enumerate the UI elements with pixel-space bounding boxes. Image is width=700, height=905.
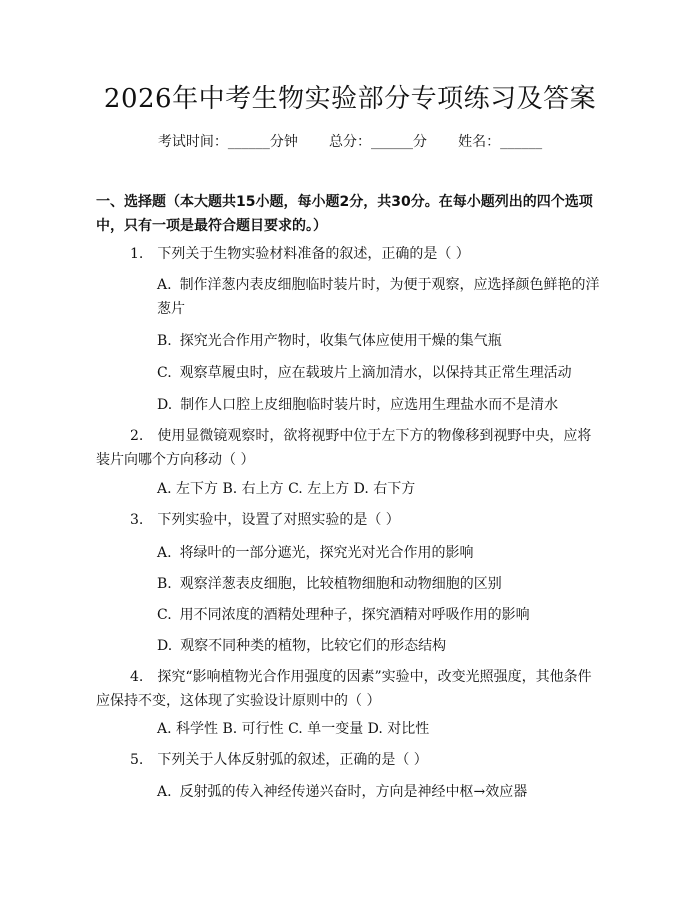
option-letter: A. xyxy=(157,545,172,561)
q2-options: A. 左下方 B. 右上方 C. 左上方 D. 右下方 xyxy=(157,481,416,497)
option-text: 探究光合作用产物时，收集气体应使用干燥的集气瓶 xyxy=(179,333,502,349)
q3-option-b xyxy=(157,572,605,596)
option-text: 用不同浓度的酒精处理种子，探究酒精对呼吸作用的影响 xyxy=(179,607,530,623)
question-2 xyxy=(96,424,604,472)
option-text: 制作人口腔上皮细胞临时装片时，应选用生理盐水而不是清水 xyxy=(180,397,559,413)
question-number: 4. xyxy=(130,669,144,685)
option-letter: C. xyxy=(157,365,172,381)
question-number: 1. xyxy=(130,246,144,262)
q3-option-c xyxy=(157,603,605,627)
option-text: 观察洋葱表皮细胞，比较植物细胞和动物细胞的区别 xyxy=(179,576,502,592)
option-text: 制作洋葱内表皮细胞临时装片时，为便于观察，应选择颜色鲜艳的洋葱片 xyxy=(157,277,600,317)
option-letter: A. xyxy=(157,277,172,293)
option-text: 将绿叶的一部分遮光，探究光对光合作用的影响 xyxy=(179,545,474,561)
q1-option-d xyxy=(157,393,605,417)
option-letter: D. xyxy=(157,638,173,654)
question-text: 使用显微镜观察时，欲将视野中位于左下方的物像移到视野中央，应将装片向哪个方向移动（ ） xyxy=(96,428,592,468)
score-blank: ______ xyxy=(371,134,413,150)
option-letter: B. xyxy=(157,333,172,349)
question-text: 下列关于人体反射弧的叙述，正确的是（ ） xyxy=(157,752,428,768)
time-label: 考试时间： xyxy=(157,134,228,150)
q1-option-c xyxy=(157,361,605,385)
question-text: 探究“影响植物光合作用强度的因素”实验中，改变光照强度，其他条件应保持不变，这体现了实验设计原则中的（ ） xyxy=(96,669,592,709)
time-unit: 分钟 xyxy=(269,134,298,150)
page-title: 2026年中考生物实验部分专项练习及答案 xyxy=(103,84,597,114)
question-number: 3. xyxy=(130,512,144,528)
name-label: 姓名： xyxy=(458,134,501,150)
score-label: 总分： xyxy=(329,134,371,150)
question-text: 下列实验中，设置了对照实验的是（ ） xyxy=(157,512,400,528)
option-letter: B. xyxy=(157,576,172,592)
exam-info-line xyxy=(0,132,700,152)
section-heading: 一、选择题（本大题共15小题，每小题2分，共30分。在每小题列出的四个选项中，只有一项是最符合题目要求的。） xyxy=(96,194,593,234)
q4-options: A. 科学性 B. 可行性 C. 单一变量 D. 对比性 xyxy=(157,721,430,737)
option-letter: C. xyxy=(157,607,172,623)
time-blank: ______ xyxy=(227,134,270,150)
q1-option-a xyxy=(157,273,605,321)
q3-option-d xyxy=(157,634,605,658)
question-3 xyxy=(96,508,604,532)
option-letter: A. xyxy=(157,784,172,800)
q1-option-b xyxy=(157,329,605,353)
name-blank: ______ xyxy=(500,134,543,150)
option-text: 观察草履虫时，应在载玻片上滴加清水，以保持其正常生理活动 xyxy=(179,365,572,381)
question-5 xyxy=(96,748,604,772)
question-number: 5. xyxy=(130,752,144,768)
score-unit: 分 xyxy=(413,134,427,150)
question-1 xyxy=(96,242,604,266)
question-number: 2. xyxy=(130,428,144,444)
option-letter: D. xyxy=(157,397,173,413)
q3-option-a xyxy=(157,541,605,565)
q5-option-a xyxy=(157,780,605,804)
option-text: 反射弧的传入神经传递兴奋时，方向是神经中枢→效应器 xyxy=(179,784,528,800)
question-text: 下列关于生物实验材料准备的叙述，正确的是（ ） xyxy=(157,246,470,262)
option-text: 观察不同种类的植物，比较它们的形态结构 xyxy=(180,638,447,654)
question-4 xyxy=(96,665,604,713)
